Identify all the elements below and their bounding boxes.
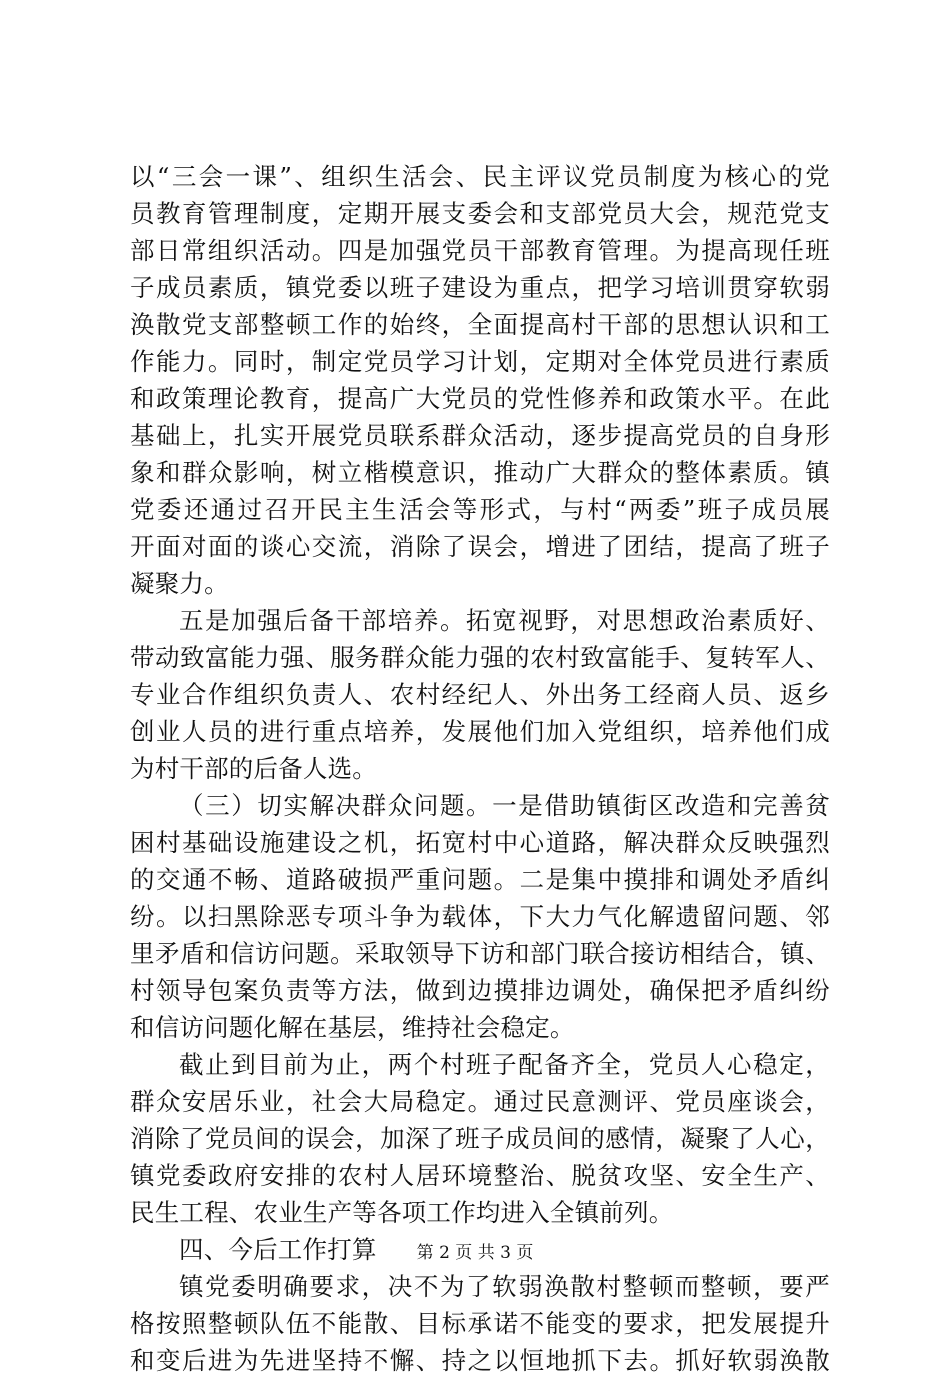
text-line: 员教育管理制度，定期开展支委会和支部党员大会，规范党支 (130, 199, 830, 228)
text-line: 村领导包案负责等方法，做到边摸排边调处，确保把矛盾纠纷 (130, 976, 830, 1005)
text-line: 基础上，扎实开展党员联系群众活动，逐步提高党员的自身形 (130, 421, 830, 450)
text-line: 为村干部的后备人选。 (130, 754, 377, 783)
text-line: 四、今后工作打算 (179, 1235, 377, 1264)
text-line: 纷。以扫黑除恶专项斗争为载体，下大力气化解遗留问题、邻 (130, 902, 830, 931)
text-line: 象和群众影响，树立楷模意识，推动广大群众的整体素质。镇 (130, 458, 830, 487)
text-line: 创业人员的进行重点培养，发展他们加入党组织，培养他们成 (130, 717, 830, 746)
text-line: 涣散党支部整顿工作的始终，全面提高村干部的思想认识和工 (130, 310, 830, 339)
text-line: 和信访问题化解在基层，维持社会稳定。 (130, 1013, 575, 1042)
text-line: 子成员素质，镇党委以班子建设为重点，把学习培训贯穿软弱 (130, 273, 830, 302)
text-line: 以“三会一课”、组织生活会、民主评议党员制度为核心的党 (130, 162, 830, 191)
text-line: 专业合作组织负责人、农村经纪人、外出务工经商人员、返乡 (130, 680, 830, 709)
text-line: 和变后进为先进坚持不懈、持之以恒地抓下去。抓好软弱涣散 (130, 1346, 830, 1375)
text-line: 凝聚力。 (130, 569, 229, 598)
text-line: 截止到目前为止，两个村班子配备齐全，党员人心稳定， (179, 1050, 830, 1079)
text-line: 镇党委政府安排的农村人居环境整治、脱贫攻坚、安全生产、 (130, 1161, 830, 1190)
text-line: 的交通不畅、道路破损严重问题。二是集中摸排和调处矛盾纠 (130, 865, 830, 894)
text-line: 党委还通过召开民主生活会等形式，与村“两委”班子成员展 (130, 495, 830, 524)
text-line: 群众安居乐业，社会大局稳定。通过民意测评、党员座谈会， (130, 1087, 830, 1116)
text-line: 和政策理论教育，提高广大党员的党性修养和政策水平。在此 (130, 384, 830, 413)
text-line: 镇党委明确要求，决不为了软弱涣散村整顿而整顿，要严 (179, 1272, 830, 1301)
page-footer: 第 2 页 共 3 页 (416, 1243, 534, 1263)
text-line: 作能力。同时，制定党员学习计划，定期对全体党员进行素质 (130, 347, 830, 376)
text-line: 民生工程、农业生产等各项工作均进入全镇前列。 (130, 1198, 674, 1227)
text-line: 困村基础设施建设之机，拓宽村中心道路，解决群众反映强烈 (130, 828, 830, 857)
text-line: 五是加强后备干部培养。拓宽视野，对思想政治素质好、 (179, 606, 830, 635)
text-line: （三）切实解决群众问题。一是借助镇街区改造和完善贫 (179, 791, 830, 820)
text-line: 消除了党员间的误会，加深了班子成员间的感情，凝聚了人心， (130, 1124, 830, 1153)
text-line: 部日常组织活动。四是加强党员干部教育管理。为提高现任班 (130, 236, 830, 265)
text-line: 里矛盾和信访问题。采取领导下访和部门联合接访相结合，镇、 (130, 939, 830, 968)
body-text (130, 158, 830, 1379)
text-line: 开面对面的谈心交流，消除了误会，增进了团结，提高了班子 (130, 532, 830, 561)
text-line: 带动致富能力强、服务群众能力强的农村致富能手、复转军人、 (130, 643, 830, 672)
text-line: 格按照整顿队伍不能散、目标承诺不能变的要求，把发展提升 (130, 1309, 830, 1338)
